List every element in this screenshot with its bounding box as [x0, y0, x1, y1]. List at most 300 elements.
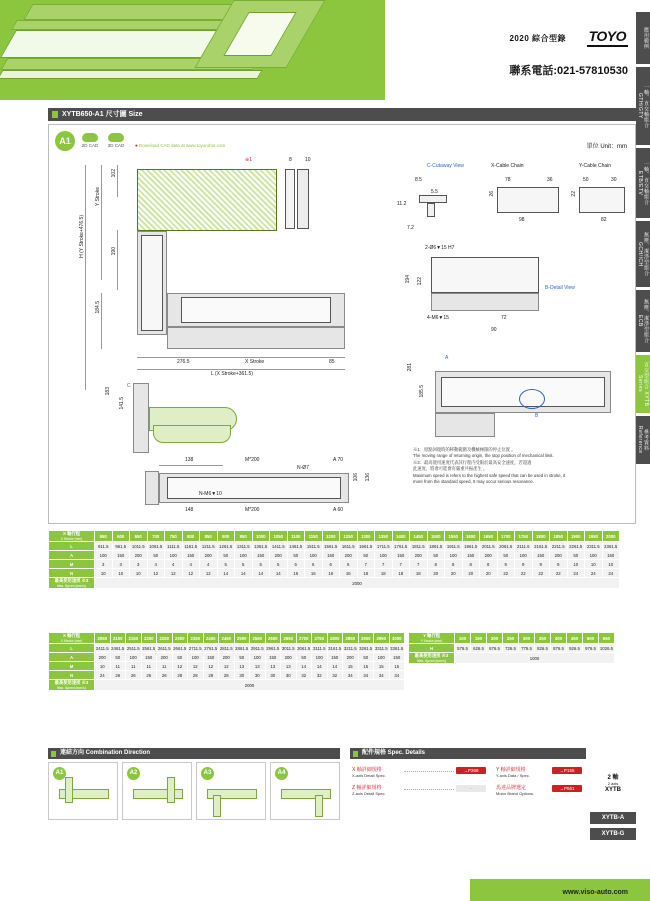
table-cell: 50 — [234, 653, 250, 662]
side-tab-application[interactable]: 應用範例 — [636, 12, 650, 64]
section-title-bar: XYTB650-A1 尺寸圖 Size — [48, 108, 636, 121]
table-cell: 4 — [165, 560, 183, 569]
table-header-cell: X 軸行程 X Stroke (mm) — [49, 531, 95, 542]
combo-a1-column — [65, 777, 73, 803]
side-view-arm-lower — [153, 425, 231, 443]
table-cell: 200 — [410, 551, 428, 560]
stroke-header-cell: 900 — [217, 531, 235, 542]
dim-l-total: L (X Stroke+361.5) — [211, 371, 253, 377]
combination-item-a4[interactable] — [270, 762, 340, 820]
stroke-header-cell: 2800 — [327, 633, 343, 644]
side-tab-gch-ich[interactable]: 無塵、潔淨型組合 GCH/ICH — [636, 221, 650, 287]
dim-72: 72 — [501, 315, 507, 321]
table-cell: 150 — [182, 551, 200, 560]
table-cell: 1026.5 — [599, 645, 614, 651]
table-cell: 50 — [567, 551, 585, 560]
table-cell: 8 — [445, 560, 463, 569]
table-cell: 5 — [252, 560, 270, 569]
dim-194: 194 — [405, 275, 411, 284]
table-cell: 200 — [200, 551, 218, 560]
table-cell: 1361.5 — [252, 542, 270, 551]
table-cell: 28 — [219, 671, 235, 680]
table-cell: 150 — [462, 551, 480, 560]
stroke-header-cell: 2350 — [188, 633, 204, 644]
table-cell: 10 — [567, 560, 585, 569]
contact-phone: 聯系電話:021-57810530 — [509, 65, 628, 77]
max-speed-value: 1000 — [455, 653, 615, 664]
table-cell: 6 — [340, 560, 358, 569]
footer-url: www.viso-auto.com — [562, 889, 628, 896]
cad-3d-icon[interactable]: 3D CAD — [105, 133, 127, 148]
table-cell: 12 — [182, 569, 200, 578]
cut-112: 11.2 — [397, 201, 407, 207]
table-cell: 16 — [305, 569, 323, 578]
top-banner — [0, 0, 650, 100]
stroke-header-cell: 600 — [112, 531, 130, 542]
table-cell: 2261.5 — [567, 542, 585, 551]
table-cell: 9 — [550, 560, 568, 569]
table-cell: 11 — [126, 662, 142, 671]
combo-badge-a4: A4 — [275, 767, 288, 780]
table-cell: 12 — [200, 569, 218, 578]
row-label-cell: A — [49, 551, 95, 560]
banner-white-area — [385, 0, 650, 100]
spec-row-z-label: Z 軸詳細規格 Z-axis Detail Spec. — [352, 785, 386, 796]
cut-55: 5.5 — [431, 189, 438, 195]
table-cell: 15 — [374, 662, 390, 671]
stroke-header-cell: 1600 — [462, 531, 480, 542]
table-cell: 100 — [165, 551, 183, 560]
dim-136: 136 — [365, 473, 371, 482]
table-cell: 100 — [312, 653, 328, 662]
stroke-header-cell: 2950 — [374, 633, 390, 644]
table-cell: 1161.5 — [182, 542, 200, 551]
table-cell: 15 — [343, 662, 359, 671]
table-cell: 150 — [112, 551, 130, 560]
detail-b-circle — [519, 389, 545, 409]
cad-2d-icon[interactable]: 2D CAD — [79, 133, 101, 148]
stroke-header-cell: 3000 — [389, 633, 405, 644]
table-cell: 200 — [480, 551, 498, 560]
drawing-notes — [413, 447, 628, 486]
stroke-header-cell: 1850 — [550, 531, 568, 542]
table-row — [49, 569, 620, 578]
stroke-header-cell: 2700 — [296, 633, 312, 644]
table-cell: 26 — [110, 671, 126, 680]
table-cell: 1961.5 — [462, 542, 480, 551]
table-y-axis — [408, 632, 615, 664]
stroke-header-cell: 1100 — [287, 531, 305, 542]
table-row — [49, 653, 405, 662]
stroke-header-cell: 550 — [95, 531, 113, 542]
table-cell: 9 — [515, 560, 533, 569]
stroke-header-cell: 2050 — [95, 633, 111, 644]
spec-row-z-page: - — [456, 785, 486, 792]
side-tab-ecb[interactable]: 無塵、潔淨型組合 ECB — [636, 290, 650, 352]
table-cell: 2811.5 — [219, 645, 233, 651]
table-cell: 3261.5 — [359, 645, 373, 651]
table-cell: 50 — [296, 653, 312, 662]
stroke-header-cell: 850 — [200, 531, 218, 542]
table-cell: 2461.5 — [111, 645, 125, 651]
toyo-logo: TOYO — [587, 28, 628, 47]
table-cell: 12 — [165, 569, 183, 578]
stroke-header-cell: 550 — [599, 633, 615, 644]
x-axis-base — [167, 327, 345, 349]
table-cell: 2061.5 — [497, 542, 515, 551]
table-cell: 50 — [357, 551, 375, 560]
spec-row-x-label: X 軸詳細規格 X-axis Detail Spec. — [352, 767, 386, 778]
table-cell: 18 — [410, 569, 428, 578]
stroke-header-cell: 750 — [165, 531, 183, 542]
mount-plate-top — [431, 257, 539, 293]
table-cell: 1261.5 — [217, 542, 235, 551]
stroke-header-cell: 800 — [182, 531, 200, 542]
table-cell: 1461.5 — [287, 542, 305, 551]
table-cell: 20 — [462, 569, 480, 578]
table-cell: 1711.5 — [375, 542, 393, 551]
stroke-header-cell: 350 — [535, 633, 551, 644]
dim-y-stroke: Y Stroke — [95, 187, 101, 207]
table-cell: 26 — [126, 671, 142, 680]
dimension-drawing-panel — [48, 124, 636, 524]
table-cell: 150 — [203, 653, 219, 662]
table-cell: 14 — [327, 662, 343, 671]
stroke-header-cell: 1350 — [375, 531, 393, 542]
stroke-header-cell: 1500 — [427, 531, 445, 542]
table-cell: 18 — [392, 569, 410, 578]
stroke-header-cell: 2650 — [281, 633, 297, 644]
spec-row-y-page[interactable]: →P155 — [552, 767, 582, 774]
table-cell: 5 — [270, 560, 288, 569]
table-cell: 24 — [95, 671, 111, 680]
stroke-header-cell: 2200 — [141, 633, 157, 644]
model-badge-xytb-a[interactable]: XYTB-A — [590, 812, 636, 824]
table-row — [49, 560, 620, 569]
side-tab-xytb[interactable]: 直交型組合 XYTB Series — [636, 355, 650, 413]
table-cell: 12 — [203, 662, 219, 671]
table-cell: 726.5 — [503, 644, 519, 653]
stroke-header-cell: 2400 — [203, 633, 219, 644]
cut-72: 7.2 — [407, 225, 414, 231]
combination-item-a1[interactable] — [48, 762, 118, 820]
stroke-header-cell: 1950 — [585, 531, 603, 542]
table-cell: 10 — [602, 560, 620, 569]
table-cell: 2611.5 — [157, 645, 171, 651]
table-cell: 14 — [296, 662, 312, 671]
table-cell: 24 — [602, 569, 620, 578]
table-cell: 150 — [392, 551, 410, 560]
spec-row-motor-label: 馬達品牌選定 Motor Brand Options. — [496, 785, 535, 796]
table-cell: 150 — [141, 653, 157, 662]
max-speed-row — [49, 680, 405, 691]
note-line-4: 此速度，將會可能會有嚴重共振產生 。 — [413, 466, 488, 472]
dim-n-d7: N-Ø7 — [297, 465, 309, 471]
hole-2d6-label: 2-Ø6▼15 H7 — [425, 245, 455, 251]
table-cell: 100 — [305, 551, 323, 560]
dim-183: 183 — [105, 387, 111, 396]
table-row — [409, 644, 615, 653]
stroke-header-cell: 2000 — [602, 531, 620, 542]
table-cell: 32 — [296, 671, 312, 680]
stroke-header-cell: 500 — [583, 633, 599, 644]
footer-white-area — [0, 879, 470, 901]
y-axis-column-inner — [141, 235, 163, 331]
table-row — [49, 662, 405, 671]
catalog-year: 2020 綜合型錄 — [509, 34, 566, 43]
side-tab-etb-eth-etv[interactable]: 一軸、直交軸組合 ETB/ETV — [636, 148, 650, 218]
table-cell: 1111.5 — [165, 542, 183, 551]
table-cell: 16 — [340, 569, 358, 578]
table-cell: 2311.5 — [585, 542, 603, 551]
table-cell: 1411.5 — [270, 542, 288, 551]
table-cell: 32 — [327, 671, 343, 680]
xc-36: 36 — [547, 177, 553, 183]
dim-281: 281 — [407, 363, 413, 372]
table-cell: 13 — [265, 662, 281, 671]
stroke-header-cell: 1550 — [445, 531, 463, 542]
stroke-header-cell: 1750 — [515, 531, 533, 542]
table-cell: 2961.5 — [266, 645, 280, 651]
row-label-cell: N — [49, 569, 95, 578]
dim-1855: 185.5 — [419, 385, 425, 398]
table-cell: 1061.5 — [147, 542, 165, 551]
stroke-header-cell: 300 — [519, 633, 535, 644]
yc-30: 30 — [611, 177, 617, 183]
table-x-axis-2 — [48, 632, 405, 691]
table-cell: 28 — [172, 671, 188, 680]
table-cell: 200 — [95, 653, 111, 662]
dim-line-102 — [117, 165, 118, 197]
table-cell: 200 — [281, 653, 297, 662]
table-cell: 100 — [95, 551, 113, 560]
table-header-cell: Y 軸行程 Y Stroke (mm) — [409, 633, 455, 644]
table-cell: 576.5 — [455, 644, 471, 653]
table-x-axis-1 — [48, 530, 620, 589]
table-cell: 2361.5 — [602, 542, 620, 551]
stroke-header-cell: 2850 — [343, 633, 359, 644]
stroke-header-cell: 1000 — [252, 531, 270, 542]
table-cell: 8 — [427, 560, 445, 569]
table-cell: 7 — [410, 560, 428, 569]
table-cell: 8 — [480, 560, 498, 569]
table-cell: 2511.5 — [126, 645, 140, 651]
dim-10: 10 — [305, 157, 311, 163]
table-cell: 50 — [497, 551, 515, 560]
table-cell: 9 — [532, 560, 550, 569]
dim-m200-b: M*200 — [245, 507, 260, 513]
dim-190: 190 — [111, 247, 117, 256]
table-cell: 200 — [130, 551, 148, 560]
table-cell: 626.5 — [471, 644, 487, 653]
table-cell: 50 — [217, 551, 235, 560]
dim-line-bottom — [137, 357, 345, 358]
table-row — [49, 671, 405, 680]
table-row — [49, 551, 620, 560]
spec-row-motor-page[interactable]: →P561 — [552, 785, 582, 792]
stroke-header-cell: 1400 — [392, 531, 410, 542]
cut-85: 8.5 — [415, 177, 422, 183]
stroke-header-cell: 950 — [235, 531, 253, 542]
yc-22: 22 — [571, 191, 577, 197]
stroke-header-cell: 200 — [487, 633, 503, 644]
table-cell: 50 — [358, 653, 374, 662]
table-cell: 1611.5 — [340, 542, 358, 551]
top-view-beam-inner — [167, 477, 341, 499]
table-cell: 18 — [357, 569, 375, 578]
table-cell: 100 — [126, 653, 142, 662]
table-cell: 18 — [375, 569, 393, 578]
mark-b: B — [535, 413, 539, 419]
table-cell: 22 — [550, 569, 568, 578]
table-cell: 12 — [147, 569, 165, 578]
dim-x-stroke: X Stroke — [245, 359, 265, 365]
table-cell: 3 — [130, 560, 148, 569]
table-cell: 2761.5 — [204, 645, 218, 651]
table-cell: 2711.5 — [188, 645, 202, 651]
table-cell: 22 — [515, 569, 533, 578]
table-cell: 10 — [585, 560, 603, 569]
spec-row-y-label: Y 軸詳細規格 Y-axis Data / Spec. — [496, 767, 530, 778]
table-cell: 1311.5 — [235, 542, 253, 551]
table-cell: 3111.5 — [312, 645, 326, 651]
table-cell: 100 — [515, 551, 533, 560]
combo-a2-beam — [133, 789, 183, 799]
xc-26: 26 — [489, 191, 495, 197]
table-cell: 3211.5 — [343, 645, 357, 651]
stroke-header-cell: 2750 — [312, 633, 328, 644]
table-cell: 10 — [130, 569, 148, 578]
stroke-header-cell: 1650 — [480, 531, 498, 542]
table-cell: 6 — [322, 560, 340, 569]
table-cell: 4 — [147, 560, 165, 569]
xc-98: 98 — [519, 217, 525, 223]
combo-badge-a3: A3 — [201, 767, 214, 780]
mount-plate-mid — [431, 293, 539, 311]
table-cell: 20 — [480, 569, 498, 578]
table-cell: 2661.5 — [173, 645, 187, 651]
table-cell: 5 — [235, 560, 253, 569]
table-cell: 2561.5 — [142, 645, 156, 651]
table-cell: 2211.5 — [550, 542, 568, 551]
table-cell: 100 — [188, 653, 204, 662]
table-cell: 150 — [327, 653, 343, 662]
table-cell: 12 — [219, 662, 235, 671]
note-star1-callout: ※1 — [245, 157, 252, 163]
cad-download-link[interactable]: ● Download CAD data at www.toyorobot.com — [135, 143, 226, 148]
side-tab-reference[interactable]: 參考資料 Reference — [636, 416, 650, 464]
table-cell: 150 — [322, 551, 340, 560]
table-cell: 30 — [265, 671, 281, 680]
spec-row-x-page[interactable]: →P269 — [456, 767, 486, 774]
table-cell: 10 — [112, 569, 130, 578]
dim-m200-a: M*200 — [245, 457, 260, 463]
table-cell: 150 — [602, 551, 620, 560]
stroke-header-cell: 1800 — [532, 531, 550, 542]
combo-badge-a2: A2 — [127, 767, 140, 780]
table-cell: 3 — [112, 560, 130, 569]
table-cell: 14 — [235, 569, 253, 578]
side-tab-rail — [636, 12, 650, 467]
table-cell: 10 — [95, 569, 113, 578]
mark-a: A — [445, 355, 449, 361]
table-cell: 7 — [375, 560, 393, 569]
table-cell: 28 — [203, 671, 219, 680]
row-label-cell: L — [49, 542, 95, 551]
dim-1845: 184.5 — [95, 301, 101, 314]
table-cell: 200 — [340, 551, 358, 560]
table-cell: 7 — [392, 560, 410, 569]
hole-4m6-label: 4-M6▼15 — [427, 315, 449, 321]
spec-row-z-dots — [404, 789, 454, 790]
cutaway-profile-stem — [427, 203, 435, 217]
model-badge-xytb-g[interactable]: XYTB-G — [590, 828, 636, 840]
table-cell: 911.5 — [95, 542, 113, 551]
x-cable-chain-title: X-Cable Chain — [491, 163, 524, 169]
table-cell: 22 — [532, 569, 550, 578]
variant-badge-a1: A1 — [55, 131, 75, 151]
table-cell: 13 — [250, 662, 266, 671]
table-cell: 13 — [234, 662, 250, 671]
combination-title-bar: 連結方向 Combination Direction — [48, 748, 340, 759]
y-axis-hatch-body — [137, 169, 277, 231]
table-cell: 826.5 — [535, 644, 551, 653]
table-cell: 200 — [550, 551, 568, 560]
b-detail-title: B-Detail View — [545, 285, 575, 291]
stroke-header-cell: 650 — [130, 531, 148, 542]
table-cell: 24 — [585, 569, 603, 578]
x-axis-beam-inner — [181, 297, 331, 323]
max-speed-value: 2000 — [95, 578, 620, 589]
spec-row-x-dots — [404, 771, 454, 772]
table-cell: 14 — [252, 569, 270, 578]
stroke-header-cell: 450 — [567, 633, 583, 644]
stroke-header-cell: 2600 — [265, 633, 281, 644]
table-cell: 7 — [357, 560, 375, 569]
dim-102: 102 — [111, 169, 117, 178]
stroke-header-cell: 1250 — [340, 531, 358, 542]
table-cell: 1211.5 — [200, 542, 218, 551]
table-cell: 6 — [305, 560, 323, 569]
yc-82: 82 — [601, 217, 607, 223]
stroke-header-cell: 2500 — [234, 633, 250, 644]
table-cell: 100 — [374, 653, 390, 662]
dim-a-60: A 60 — [333, 507, 344, 513]
combination-item-a2[interactable] — [122, 762, 192, 820]
table-cell: 4 — [182, 560, 200, 569]
table-cell: 676.5 — [487, 644, 503, 653]
stroke-header-cell: 2450 — [219, 633, 235, 644]
table-cell: 32 — [312, 671, 328, 680]
table-cell: 200 — [343, 653, 359, 662]
row-label-cell: H — [409, 644, 455, 653]
table-cell: 11 — [141, 662, 157, 671]
table-cell: 14 — [217, 569, 235, 578]
y-cable-chain-title: Y-Cable Chain — [579, 163, 612, 169]
table-cell: 1511.5 — [305, 542, 323, 551]
side-tab-gth-gty-eth[interactable]: 一軸、直交軸組合 GTH/GTY — [636, 67, 650, 145]
rail-graphic-foot — [0, 70, 263, 79]
combo-a2-column — [167, 777, 175, 803]
dim-148: 148 — [185, 507, 194, 513]
table-cell: 8 — [462, 560, 480, 569]
combination-item-a3[interactable] — [196, 762, 266, 820]
table-cell: 100 — [235, 551, 253, 560]
dim-106: 106 — [353, 473, 359, 482]
table-cell: 20 — [427, 569, 445, 578]
table-cell: 3011.5 — [281, 645, 295, 651]
row-label-cell: A — [49, 653, 95, 662]
